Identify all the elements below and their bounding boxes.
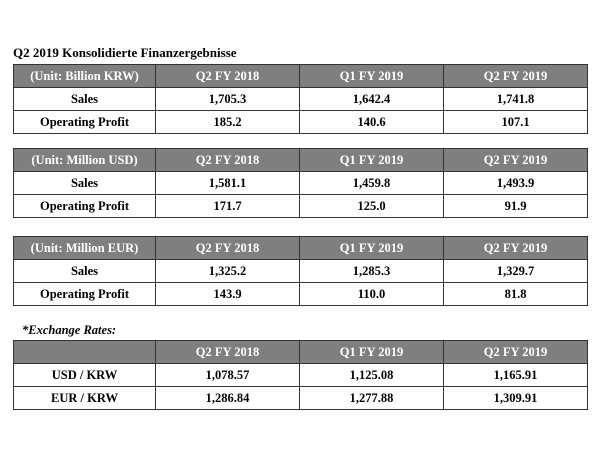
table-row	[14, 387, 588, 410]
period-header: Q1 FY 2019	[300, 237, 444, 260]
cell-value: 185.2	[156, 111, 300, 134]
table-row	[14, 195, 588, 218]
period-header: Q2 FY 2018	[156, 341, 300, 364]
table-header-row	[14, 149, 588, 172]
exchange-rates-note: *Exchange Rates:	[22, 323, 117, 337]
table-row	[14, 111, 588, 134]
period-header: Q1 FY 2019	[300, 149, 444, 172]
cell-value: 1,285.3	[300, 260, 444, 283]
results-table-krw	[13, 64, 588, 134]
row-label: USD / KRW	[14, 364, 156, 387]
row-label: Sales	[14, 88, 156, 111]
cell-value: 1,642.4	[300, 88, 444, 111]
results-table-usd	[13, 148, 588, 218]
row-label: Sales	[14, 260, 156, 283]
cell-value: 1,078.57	[156, 364, 300, 387]
results-table-eur	[13, 236, 588, 306]
cell-value: 107.1	[444, 111, 588, 134]
table-header-row	[14, 341, 588, 364]
cell-value: 91.9	[444, 195, 588, 218]
cell-value: 81.8	[444, 283, 588, 306]
table-row	[14, 88, 588, 111]
table-row	[14, 172, 588, 195]
cell-value: 1,493.9	[444, 172, 588, 195]
row-label: Operating Profit	[14, 195, 156, 218]
period-header: Q2 FY 2019	[444, 341, 588, 364]
cell-value: 1,165.91	[444, 364, 588, 387]
period-header: Q2 FY 2019	[444, 237, 588, 260]
cell-value: 171.7	[156, 195, 300, 218]
cell-value: 110.0	[300, 283, 444, 306]
unit-label: (Unit: Million EUR)	[14, 237, 156, 260]
cell-value: 1,705.3	[156, 88, 300, 111]
cell-value: 125.0	[300, 195, 444, 218]
period-header: Q2 FY 2018	[156, 65, 300, 88]
period-header: Q2 FY 2018	[156, 149, 300, 172]
table-header-row	[14, 65, 588, 88]
period-header: Q1 FY 2019	[300, 341, 444, 364]
table-row	[14, 364, 588, 387]
cell-value: 1,286.84	[156, 387, 300, 410]
period-header: Q1 FY 2019	[300, 65, 444, 88]
cell-value: 1,125.08	[300, 364, 444, 387]
cell-value: 1,329.7	[444, 260, 588, 283]
row-label: Operating Profit	[14, 283, 156, 306]
row-label: Sales	[14, 172, 156, 195]
period-header: Q2 FY 2019	[444, 149, 588, 172]
cell-value: 1,581.1	[156, 172, 300, 195]
period-header: Q2 FY 2018	[156, 237, 300, 260]
table-row	[14, 260, 588, 283]
cell-value: 1,459.8	[300, 172, 444, 195]
cell-value: 1,741.8	[444, 88, 588, 111]
table-row	[14, 283, 588, 306]
cell-value: 1,309.91	[444, 387, 588, 410]
row-label: EUR / KRW	[14, 387, 156, 410]
period-header: Q2 FY 2019	[444, 65, 588, 88]
cell-value: 143.9	[156, 283, 300, 306]
unit-label: (Unit: Billion KRW)	[14, 65, 156, 88]
cell-value: 1,277.88	[300, 387, 444, 410]
unit-label: (Unit: Million USD)	[14, 149, 156, 172]
exchange-rates-table	[13, 340, 588, 410]
row-label: Operating Profit	[14, 111, 156, 134]
page-title: Q2 2019 Konsolidierte Finanzergebnisse	[13, 45, 237, 60]
cell-value: 140.6	[300, 111, 444, 134]
cell-value: 1,325.2	[156, 260, 300, 283]
unit-label	[14, 341, 156, 364]
table-header-row	[14, 237, 588, 260]
